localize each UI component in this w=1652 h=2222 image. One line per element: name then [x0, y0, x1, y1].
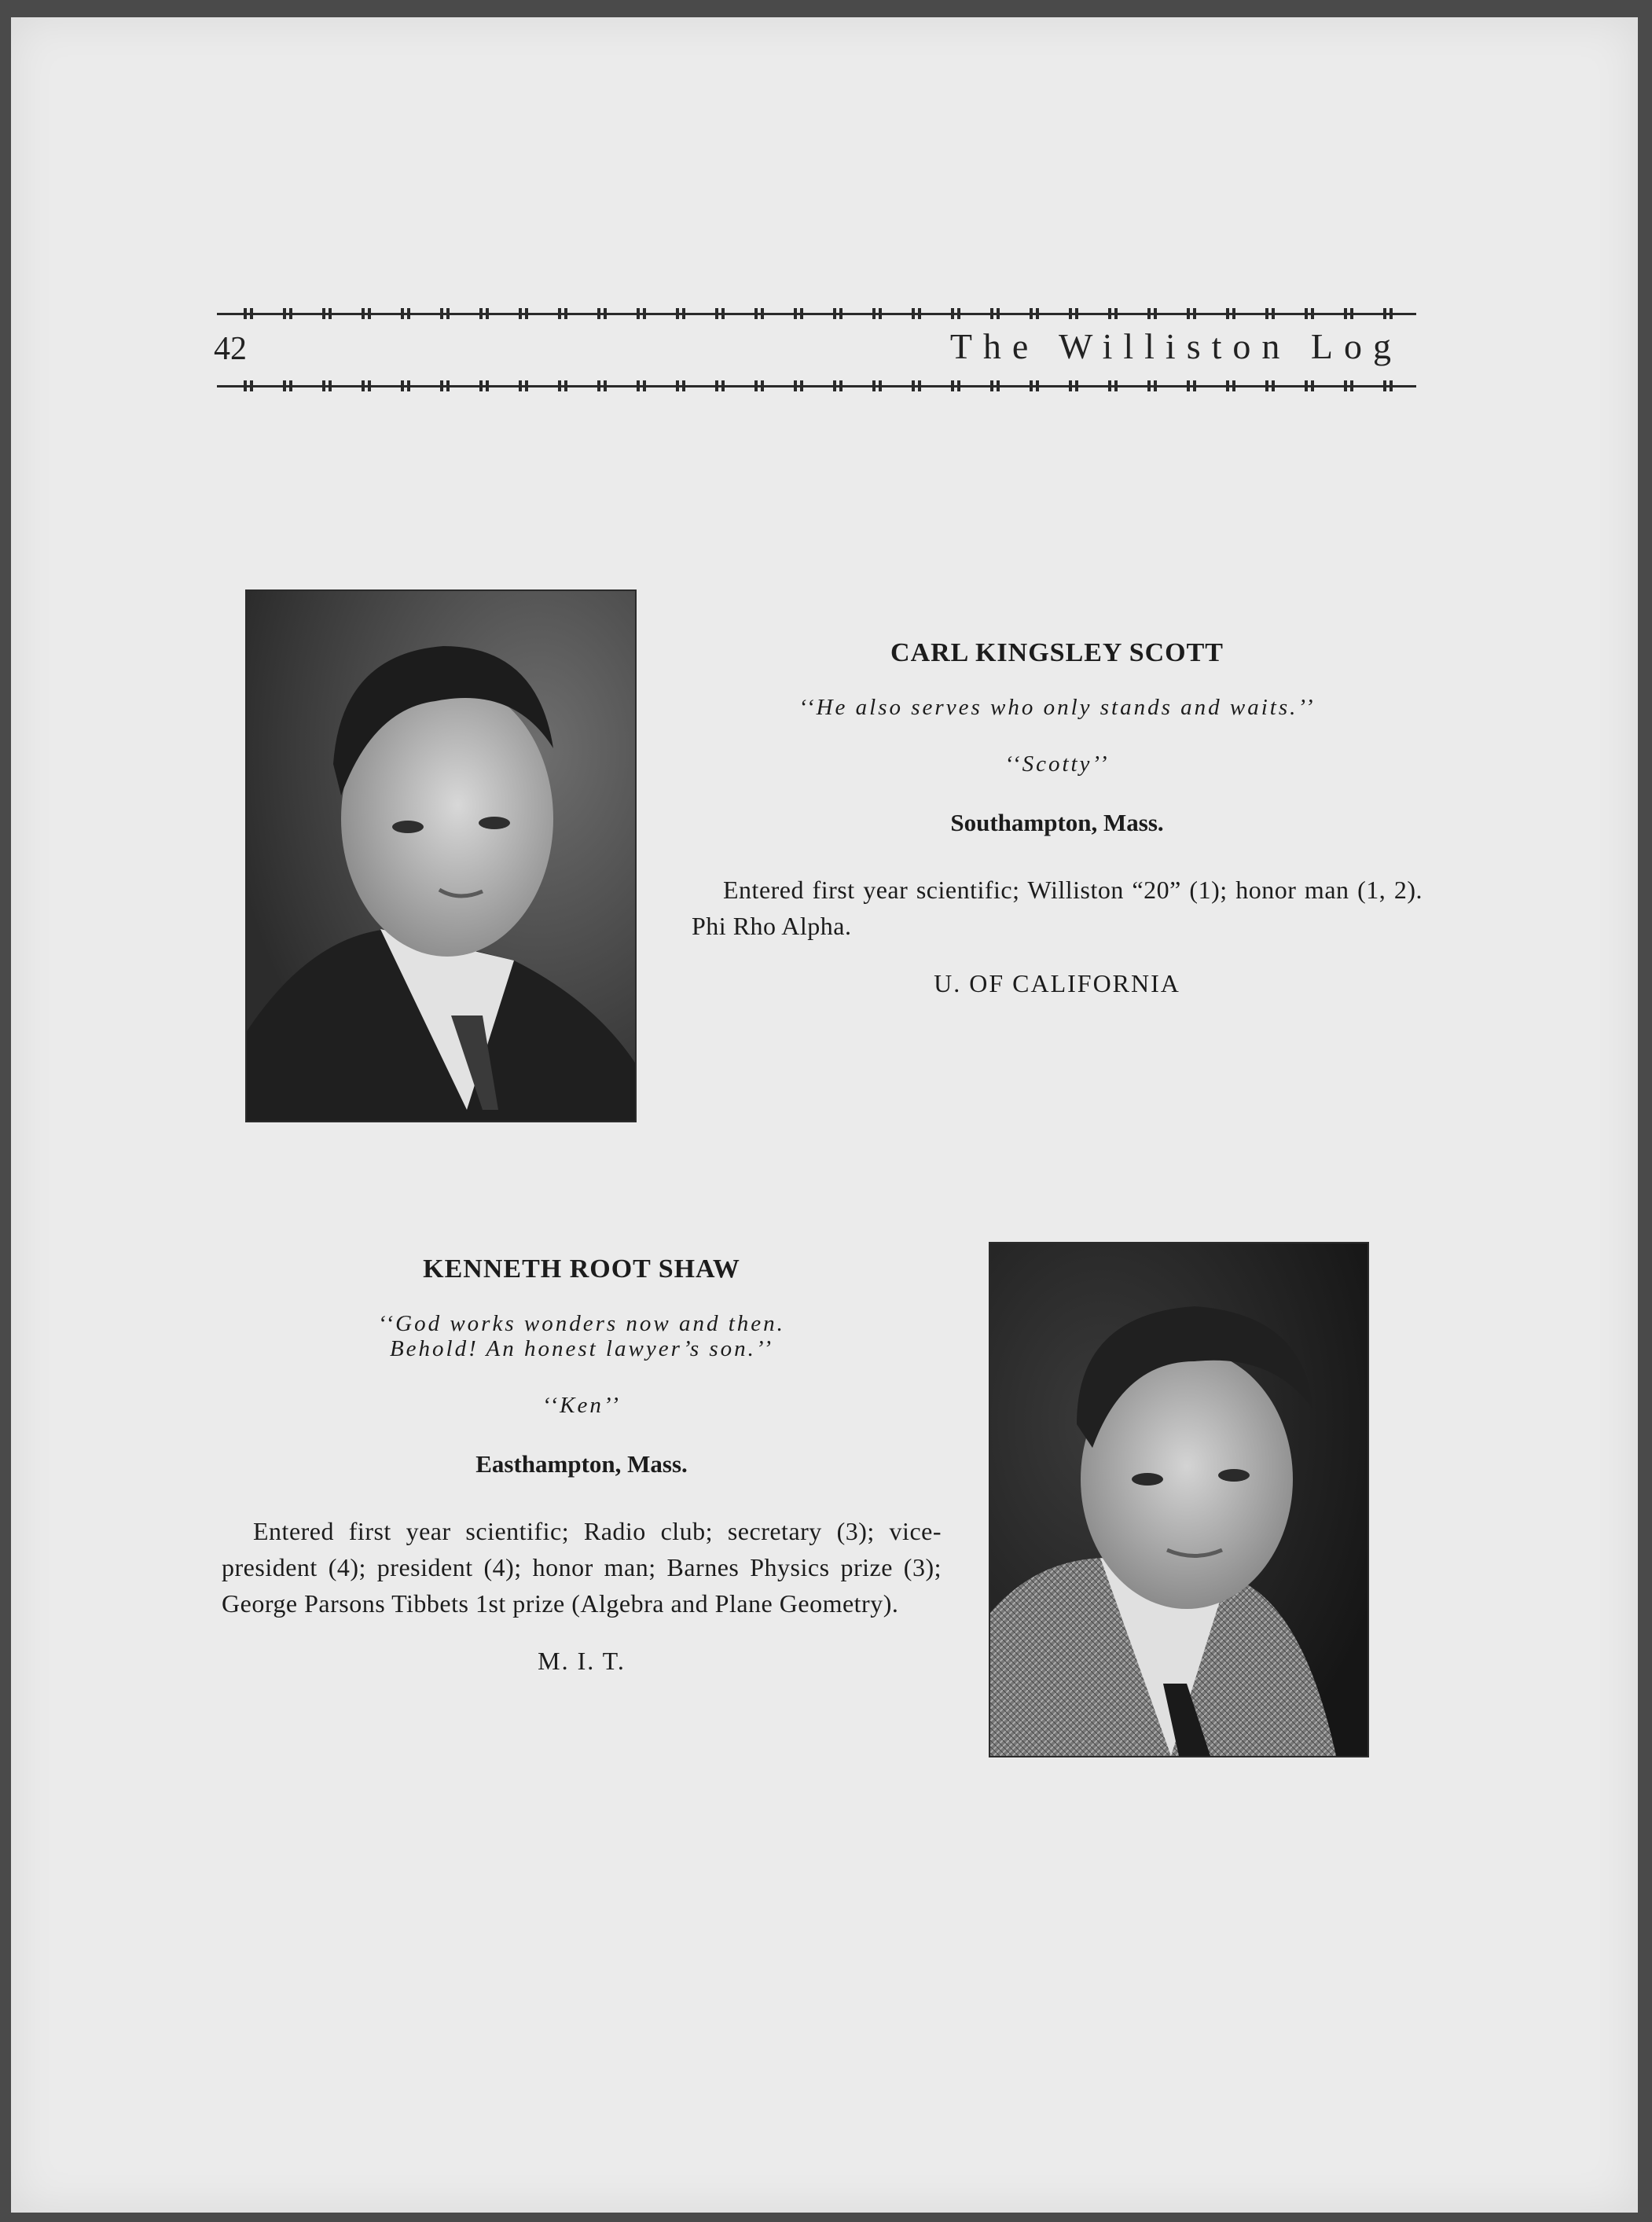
portrait-photo-carl-kingsley-scott — [245, 589, 637, 1122]
running-title: The Williston Log — [949, 326, 1402, 366]
student-nickname: ‘‘Ken’’ — [542, 1393, 621, 1418]
portrait-photo-kenneth-root-shaw — [989, 1242, 1369, 1757]
entry-kenneth-root-shaw — [222, 1254, 942, 1676]
student-quote: ‘‘He also serves who only stands and waits.’’ — [798, 695, 1316, 720]
student-college: U. OF CALIFORNIA — [934, 969, 1180, 997]
student-hometown: Easthampton, Mass. — [475, 1450, 688, 1478]
student-record: Entered first year scientific; Williston “20” (1); honor man (1, 2). Phi Rho Alpha. — [692, 876, 1423, 940]
yearbook-page — [11, 17, 1638, 2213]
student-hometown: Southampton, Mass. — [950, 809, 1164, 836]
student-name: CARL KINGSLEY SCOTT — [890, 638, 1224, 667]
page-number: 42 — [214, 331, 247, 367]
student-record: Entered first year scientific; Radio club; secretary (3); vice-president (4); president (4); honor man; Barnes Physics prize (3); George Parsons Tibbets 1st prize (Algebra and Plane Geometry). — [222, 1517, 942, 1618]
student-nickname: ‘‘Scotty’’ — [1004, 751, 1110, 777]
header-top-rule — [217, 308, 1416, 319]
student-college: M. I. T. — [538, 1647, 626, 1675]
entry-carl-kingsley-scott — [692, 638, 1423, 998]
header-bottom-rule — [217, 380, 1416, 391]
student-quote: ‘‘God works wonders now and then. Behold! An honest lawyer’s son.’’ — [378, 1311, 785, 1361]
student-name: KENNETH ROOT SHAW — [423, 1254, 740, 1284]
